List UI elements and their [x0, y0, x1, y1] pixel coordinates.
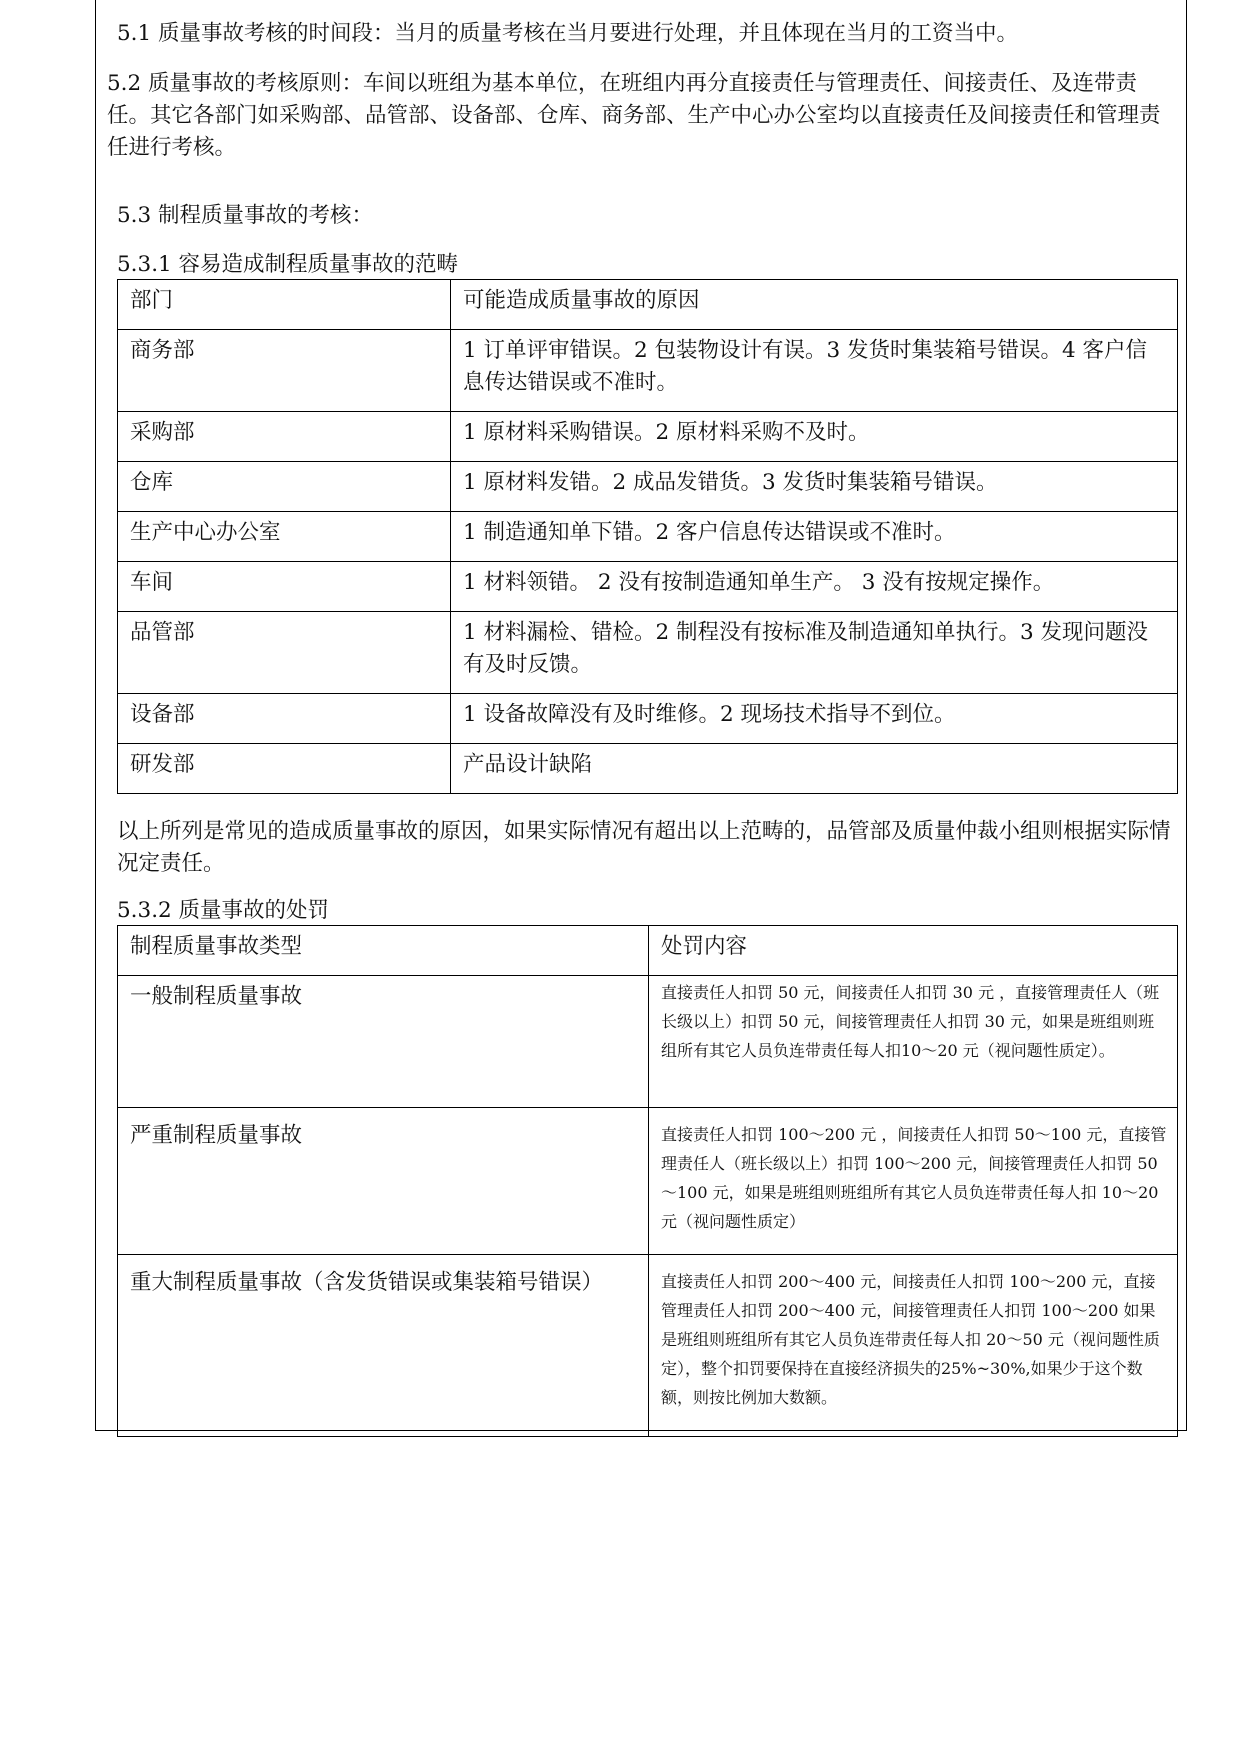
table-row — [118, 612, 1178, 694]
table-row — [118, 1255, 1178, 1437]
table-row — [118, 412, 1178, 462]
cause-cell: 1 原材料发错。2 成品发错货。3 发货时集装箱号错误。 — [451, 462, 1178, 512]
scope-table — [117, 279, 1178, 794]
department-cell: 研发部 — [118, 744, 451, 794]
section-5-2: 5.2 质量事故的考核原则：车间以班组为基本单位，在班组内再分直接责任与管理责任、间接责任、及连带责任。其它各部门如采购部、品管部、设备部、仓库、商务部、生产中心办公室均以直接责任及间接责任和管理责任进行考核。 — [107, 71, 1161, 160]
cause-cell: 1 制造通知单下错。2 客户信息传达错误或不准时。 — [451, 512, 1178, 562]
department-cell: 商务部 — [118, 330, 451, 412]
department-cell: 生产中心办公室 — [118, 512, 451, 562]
department-cell: 品管部 — [118, 612, 451, 694]
penalty-cell: 直接责任人扣罚 50 元，间接责任人扣罚 30 元 ，直接管理责任人（班长级以上）扣罚 50 元，间接管理责任人扣罚 30 元，如果是班组则班组所有其它人员负连带责任每人扣10～20 元（视问题性质定）。 — [649, 976, 1178, 1108]
header-incident-type: 制程质量事故类型 — [118, 926, 649, 976]
table-header-row — [118, 926, 1178, 976]
table-row — [118, 512, 1178, 562]
department-cell: 设备部 — [118, 694, 451, 744]
section-5-3-2: 5.3.2 质量事故的处罚 — [117, 898, 330, 923]
table-row — [118, 562, 1178, 612]
cause-cell: 1 设备故障没有及时维修。2 现场技术指导不到位。 — [451, 694, 1178, 744]
table-row — [118, 462, 1178, 512]
table-header-row — [118, 280, 1178, 330]
table-row — [118, 330, 1178, 412]
scope-note: 以上所列是常见的造成质量事故的原因，如果实际情况有超出以上范畴的，品管部及质量仲裁小组则根据实际情况定责任。 — [117, 819, 1171, 876]
cause-cell: 1 材料领错。 2 没有按制造通知单生产。 3 没有按规定操作。 — [451, 562, 1178, 612]
penalty-table — [117, 925, 1178, 1437]
penalty-cell: 直接责任人扣罚 100～200 元 ，间接责任人扣罚 50～100 元，直接管理责任人（班长级以上）扣罚 100～200 元，间接管理责任人扣罚 50～100 元，如果是班组则班组所有其它人员负连带责任每人扣 10～20 元（视问题性质定） — [649, 1108, 1178, 1255]
header-penalty: 处罚内容 — [649, 926, 1178, 976]
incident-type-cell: 一般制程质量事故 — [118, 976, 649, 1108]
department-cell: 车间 — [118, 562, 451, 612]
cause-cell: 1 材料漏检、错检。2 制程没有按标准及制造通知单执行。3 发现问题没有及时反馈。 — [451, 612, 1178, 694]
incident-type-cell: 重大制程质量事故（含发货错误或集装箱号错误） — [118, 1255, 649, 1437]
header-cause: 可能造成质量事故的原因 — [451, 280, 1178, 330]
table-row — [118, 694, 1178, 744]
cause-cell: 产品设计缺陷 — [451, 744, 1178, 794]
section-5-3-1: 5.3.1 容易造成制程质量事故的范畴 — [117, 252, 459, 277]
table-row — [118, 1108, 1178, 1255]
department-cell: 仓库 — [118, 462, 451, 512]
table-row — [118, 976, 1178, 1108]
header-department: 部门 — [118, 280, 451, 330]
penalty-cell: 直接责任人扣罚 200～400 元，间接责任人扣罚 100～200 元，直接管理责任人扣罚 200～400 元，间接管理责任人扣罚 100～200 如果是班组则班组所有其它人员负连带责任每人扣 20～50 元（视问题性质定），整个扣罚要保持在直接经济损失的25%~30%,如果少于这个数额，则按比例加大数额。 — [649, 1255, 1178, 1437]
section-5-1: 5.1 质量事故考核的时间段：当月的质量考核在当月要进行处理，并且体现在当月的工资当中。 — [117, 21, 1019, 46]
cause-cell: 1 原材料采购错误。2 原材料采购不及时。 — [451, 412, 1178, 462]
department-cell: 采购部 — [118, 412, 451, 462]
table-row — [118, 744, 1178, 794]
cause-cell: 1 订单评审错误。2 包装物设计有误。3 发货时集装箱号错误。4 客户信息传达错误或不准时。 — [451, 330, 1178, 412]
incident-type-cell: 严重制程质量事故 — [118, 1108, 649, 1255]
section-5-3: 5.3 制程质量事故的考核： — [117, 203, 374, 228]
